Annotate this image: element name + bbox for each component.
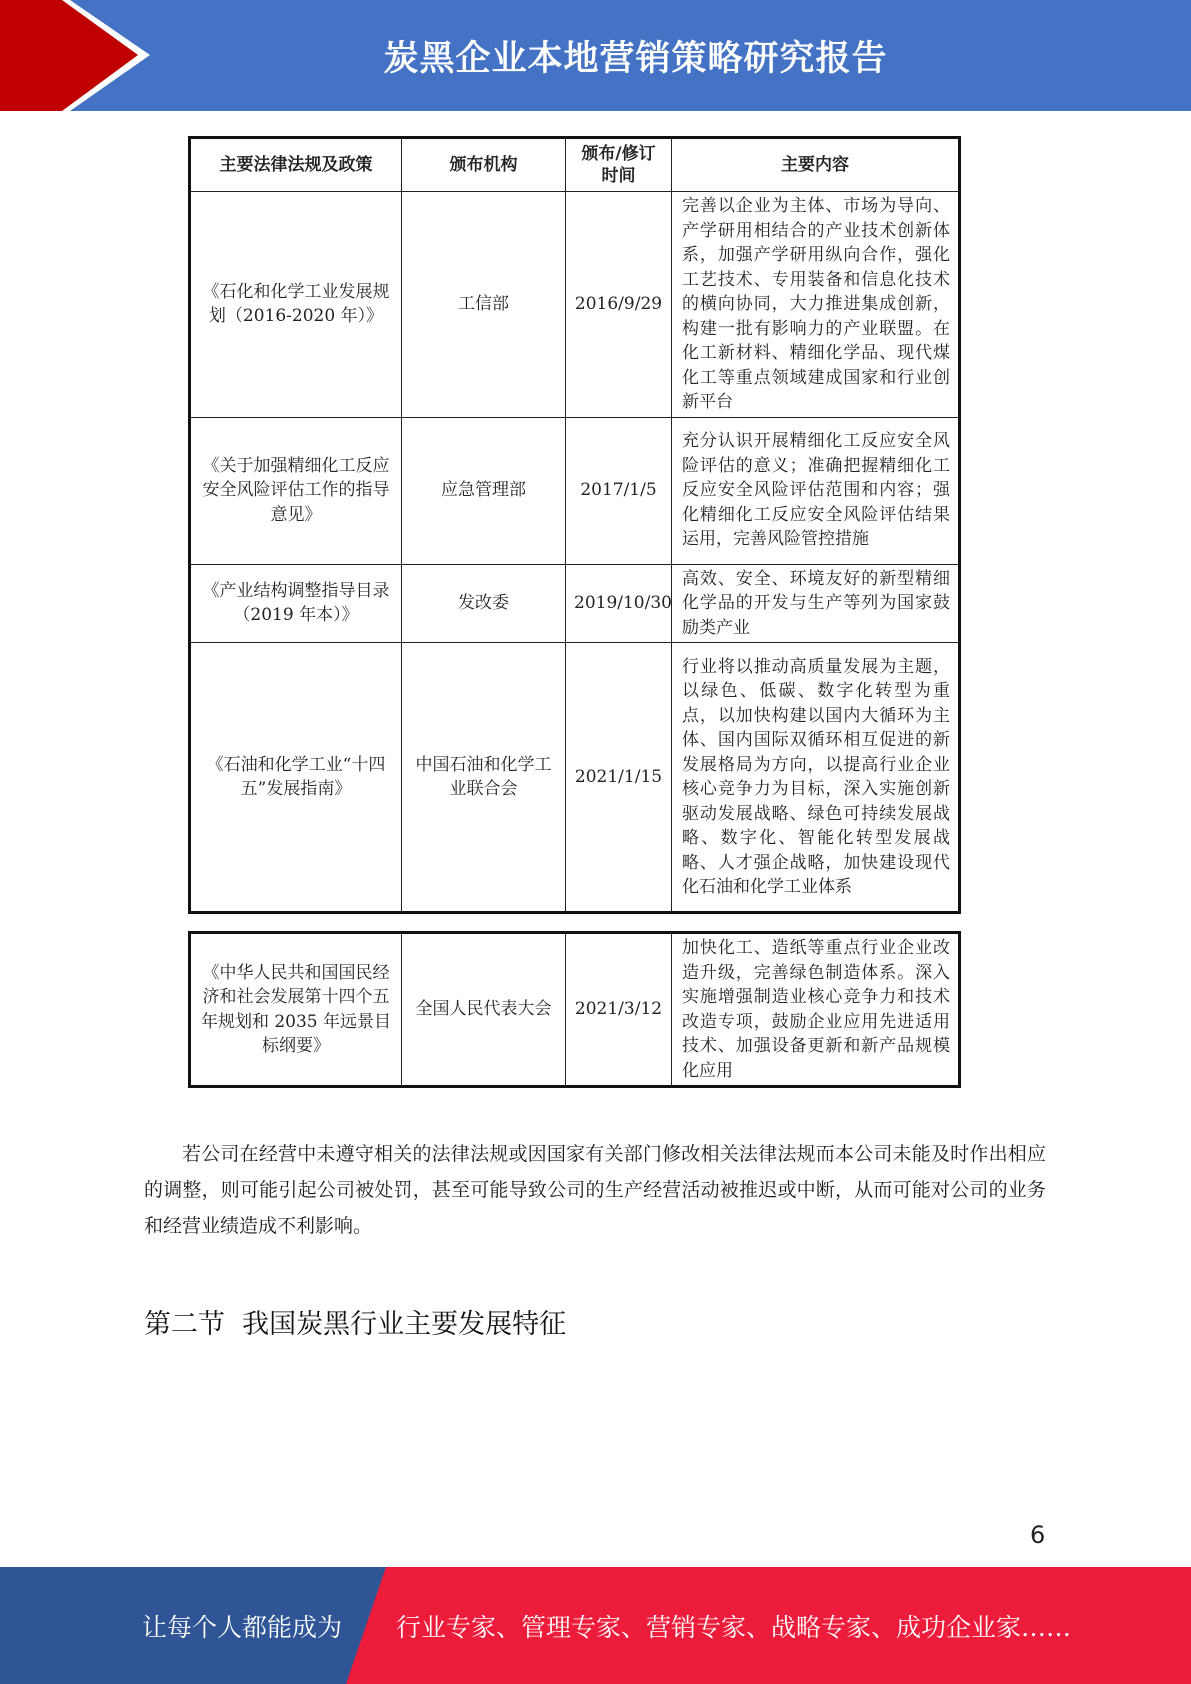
header-arrow-decoration bbox=[0, 0, 160, 111]
table-row bbox=[190, 564, 960, 643]
date-cell: 2016/9/29 bbox=[566, 192, 672, 418]
table-row bbox=[190, 417, 960, 564]
table-row bbox=[190, 643, 960, 913]
content-cell: 充分认识开展精细化工反应安全风险评估的意义；准确把握精细化工反应安全风险评估范围和内容；强化精细化工反应安全风险评估结果运用，完善风险管控措施 bbox=[672, 417, 960, 564]
law-cell: 《产业结构调整指导目录（2019 年本）》 bbox=[190, 564, 402, 643]
content-cell: 高效、安全、环境友好的新型精细化学品的开发与生产等列为国家鼓励类产业 bbox=[672, 564, 960, 643]
law-cell: 《中华人民共和国国民经济和社会发展第十四个五年规划和 2035 年远景目标纲要》 bbox=[190, 933, 402, 1087]
date-cell: 2019/10/30 bbox=[566, 564, 672, 643]
report-title: 炭黑企业本地营销策略研究报告 bbox=[383, 38, 888, 79]
column-header-law: 主要法律法规及政策 bbox=[190, 138, 402, 192]
footer-slogan-right: 行业专家、管理专家、营销专家、战略专家、成功企业家…… bbox=[396, 1612, 1072, 1642]
date-cell: 2021/3/12 bbox=[566, 933, 672, 1087]
content-cell: 加快化工、造纸等重点行业企业改造升级，完善绿色制造体系。深入实施增强制造业核心竞争力和技术改造专项，鼓励企业应用先进适用技术、加强设备更新和新产品规模化应用 bbox=[672, 933, 960, 1087]
page-header bbox=[0, 0, 1191, 111]
org-cell: 发改委 bbox=[402, 564, 566, 643]
table-row bbox=[190, 192, 960, 418]
law-cell: 《关于加强精细化工反应安全风险评估工作的指导意见》 bbox=[190, 417, 402, 564]
date-cell: 2017/1/5 bbox=[566, 417, 672, 564]
page-footer bbox=[0, 1567, 1191, 1684]
org-cell: 中国石油和化学工业联合会 bbox=[402, 643, 566, 913]
date-cell: 2021/1/15 bbox=[566, 643, 672, 913]
body-paragraph: 若公司在经营中未遵守相关的法律法规或因国家有关部门修改相关法律法规而本公司未能及时作出相应的调整，则可能引起公司被处罚，甚至可能导致公司的生产经营活动被推迟或中断，从而可能对公司的业务和经营业绩造成不利影响。 bbox=[144, 1143, 1046, 1237]
policy-table-continued bbox=[188, 931, 961, 1088]
column-header-date: 颁布/修订时间 bbox=[566, 138, 672, 192]
page-number: 6 bbox=[1030, 1521, 1046, 1549]
org-cell: 工信部 bbox=[402, 192, 566, 418]
org-cell: 全国人民代表大会 bbox=[402, 933, 566, 1087]
table-header-row bbox=[190, 138, 960, 192]
law-cell: 《石化和化学工业发展规划（2016-2020 年）》 bbox=[190, 192, 402, 418]
law-cell: 《石油和化学工业“十四五”发展指南》 bbox=[190, 643, 402, 913]
policy-table bbox=[188, 136, 961, 914]
org-cell: 应急管理部 bbox=[402, 417, 566, 564]
content-cell: 行业将以推动高质量发展为主题，以绿色、低碳、数字化转型为重点，以加快构建以国内大循环为主体、国内国际双循环相互促进的新发展格局为方向，以提高行业企业核心竞争力为目标，深入实施创新驱动发展战略、绿色可持续发展战略、数字化、智能化转型发展战略、人才强企战略，加快建设现代化石油和化学工业体系 bbox=[672, 643, 960, 913]
column-header-org: 颁布机构 bbox=[402, 138, 566, 192]
section-heading: 第二节 我国炭黑行业主要发展特征 bbox=[144, 1309, 567, 1340]
content-cell: 完善以企业为主体、市场为导向、产学研用相结合的产业技术创新体系，加强产学研用纵向合作，强化工艺技术、专用装备和信息化技术的横向协同，大力推进集成创新，构建一批有影响力的产业联盟。在化工新材料、精细化学品、现代煤化工等重点领域建成国家和行业创新平台 bbox=[672, 192, 960, 418]
footer-slogan-left: 让每个人都能成为 bbox=[142, 1612, 343, 1642]
column-header-content: 主要内容 bbox=[672, 138, 960, 192]
table-row bbox=[190, 933, 960, 1087]
